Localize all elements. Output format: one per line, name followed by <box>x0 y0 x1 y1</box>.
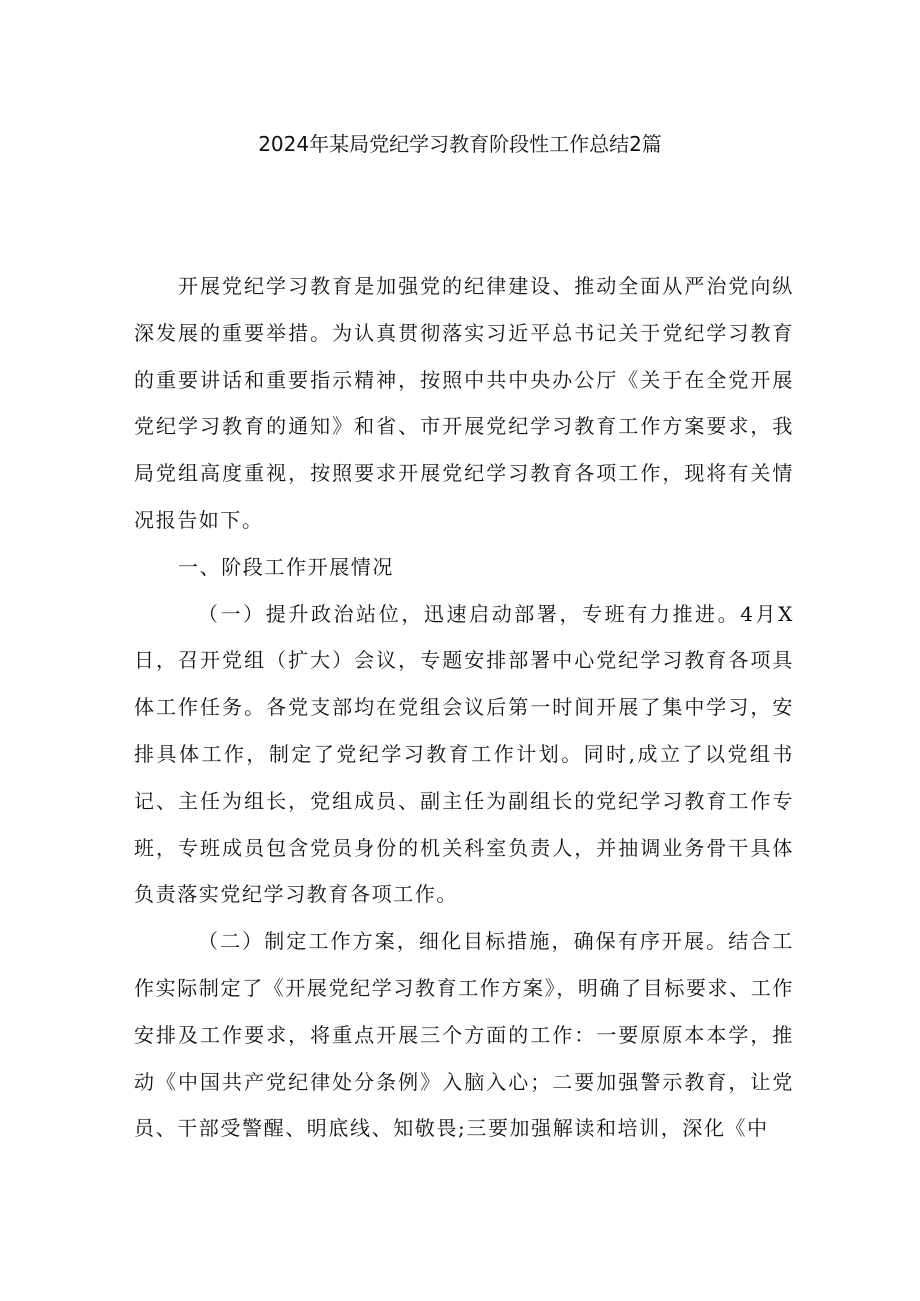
item-two-paragraph: （二）制定工作方案，细化目标措施，确保有序开展。结合工作实际制定了《开展党纪学习教育工作方案》，明确了目标要求、工作安排及工作要求，将重点开展三个方面的工作：一要原原本本学，推动《中国共产党纪律处分条例》入脑入心；二要加强警示教育，让党员、干部受警醒、明底线、知敬畏;三要加强解读和培训，深化《中 <box>134 929 794 1141</box>
item-one-paragraph: （一）提升政治站位，迅速启动部署，专班有力推进。4月X日，召开党组（扩大）会议，专题安排部署中心党纪学习教育各项具体工作任务。各党支部均在党组会议后第一时间开展了集中学习，安排具体工作，制定了党纪学习教育工作计划。同时,成立了以党组书记、主任为组长，党组成员、副主任为副组长的党纪学习教育工作专班，专班成员包含党员身份的机关科室负责人，并抽调业务骨干具体负责落实党纪学习教育各项工作。 <box>134 601 794 907</box>
document-body <box>134 263 794 1152</box>
document-title: 2024年某局党纪学习教育阶段性工作总结2篇 <box>258 132 662 156</box>
section-heading: 一、阶段工作开展情况 <box>178 554 394 579</box>
intro-paragraph: 开展党纪学习教育是加强党的纪律建设、推动全面从严治党向纵深发展的重要举措。为认真贯彻落实习近平总书记关于党纪学习教育的重要讲话和重要指示精神，按照中共中央办公厅《关于在全党开展党纪学习教育的通知》和省、市开展党纪学习教育工作方案要求，我局党组高度重视，按照要求开展党纪学习教育各项工作，现将有关情况报告如下。 <box>134 274 794 532</box>
